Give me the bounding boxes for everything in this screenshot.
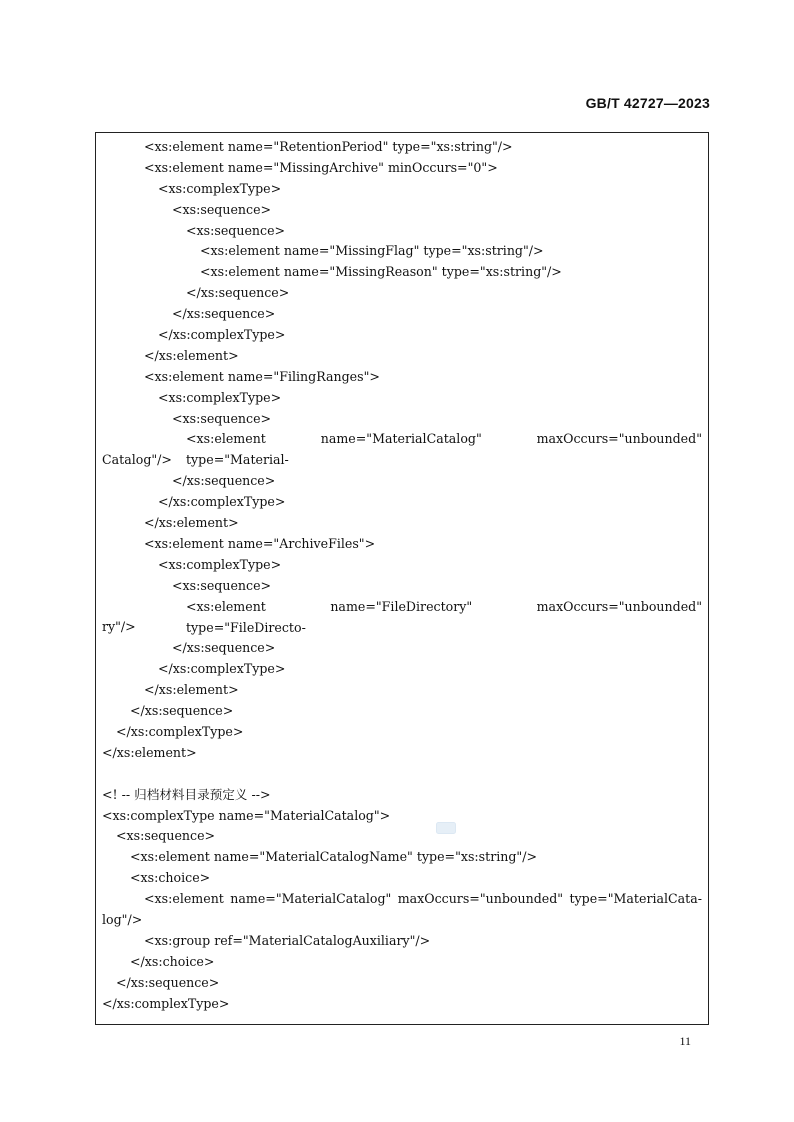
code-line: </xs:element> — [144, 515, 239, 531]
code-line: <xs:sequence> — [186, 222, 286, 238]
code-line: <xs:choice> — [130, 870, 211, 886]
code-line: <xs:element name="MaterialCatalog" maxOccurs="unbounded" type="Material- — [186, 431, 702, 468]
code-line: <xs:sequence> — [116, 828, 216, 844]
code-line — [102, 764, 702, 785]
standard-number: GB/T 42727—2023 — [585, 95, 710, 111]
code-line: </xs:complexType> — [158, 327, 286, 343]
code-line: </xs:element> — [144, 347, 239, 363]
code-line: <xs:element name="RetentionPeriod" type="xs:string"/> — [144, 139, 513, 154]
code-line: </xs:sequence> — [172, 306, 276, 322]
page-number: 11 — [679, 1034, 691, 1048]
code-line: <xs:element name="MissingFlag" type="xs:string"/> — [200, 243, 544, 259]
code-line: <xs:element name="MissingArchive" minOccurs="0"> — [144, 159, 498, 175]
code-line: <xs:complexType> — [158, 556, 282, 572]
code-line: <xs:sequence> — [172, 201, 272, 217]
code-line: <xs:element name="MaterialCatalogName" type="xs:string"/> — [130, 849, 538, 865]
code-line: <xs:element name="FileDirectory" maxOccurs="unbounded" type="FileDirecto- — [186, 598, 702, 635]
code-line: ry"/> — [102, 619, 136, 635]
code-line: </xs:element> — [102, 744, 197, 760]
code-line: <xs:element name="MaterialCatalog" maxOccurs="unbounded" type="MaterialCata- — [144, 891, 702, 907]
code-line: </xs:sequence> — [130, 703, 234, 719]
code-line: Catalog"/> — [102, 452, 172, 468]
code-line: <! -- 归档材料目录预定义 --> — [102, 786, 271, 802]
code-line: </xs:element> — [144, 682, 239, 698]
code-line: <xs:sequence> — [172, 577, 272, 593]
code-line: </xs:sequence> — [116, 974, 220, 990]
code-line: </xs:complexType> — [116, 723, 244, 739]
code-line: <xs:element name="FilingRanges"> — [144, 368, 380, 384]
watermark-logo-icon — [436, 822, 456, 834]
code-line: </xs:sequence> — [172, 640, 276, 656]
code-line: <xs:element name="ArchiveFiles"> — [144, 535, 376, 551]
code-line: </xs:choice> — [130, 953, 215, 969]
code-line: <xs:element name="MissingReason" type="xs:string"/> — [200, 264, 562, 280]
code-line: </xs:complexType> — [102, 995, 230, 1011]
code-line: <xs:sequence> — [172, 410, 272, 426]
code-listing-frame — [95, 132, 709, 1025]
code-line: </xs:sequence> — [172, 473, 276, 489]
code-line: <xs:group ref="MaterialCatalogAuxiliary"/> — [144, 932, 431, 948]
code-line: </xs:complexType> — [158, 494, 286, 510]
code-line: <xs:complexType> — [158, 180, 282, 196]
code-line: </xs:complexType> — [158, 661, 286, 677]
code-line: <xs:complexType> — [158, 389, 282, 405]
code-line: log"/> — [102, 911, 143, 927]
code-line: <xs:complexType name="MaterialCatalog"> — [102, 807, 391, 823]
xml-schema-listing — [102, 137, 702, 1014]
code-line: </xs:sequence> — [186, 285, 290, 301]
